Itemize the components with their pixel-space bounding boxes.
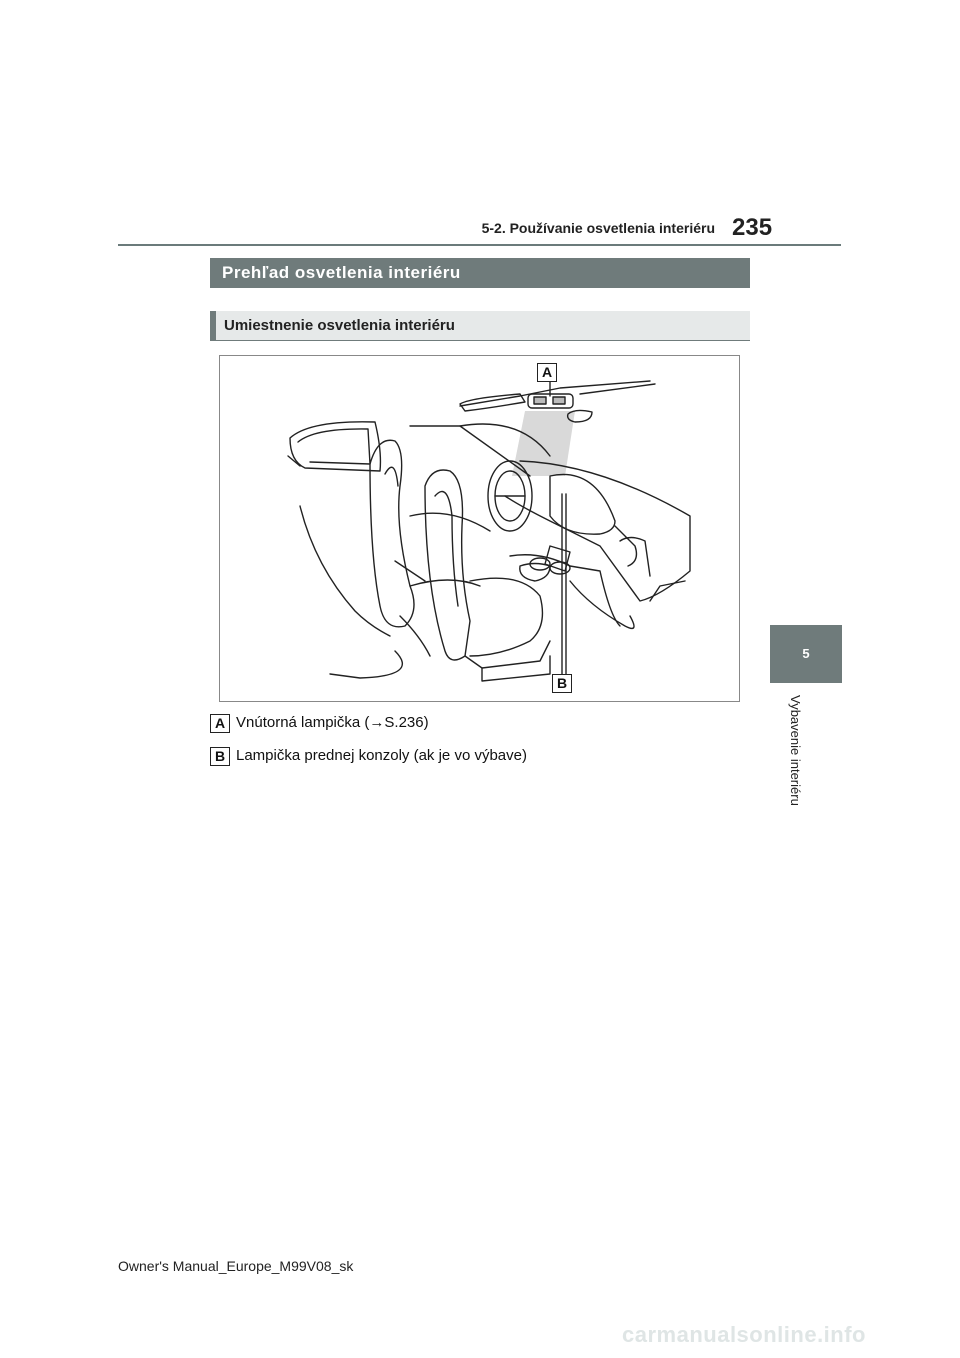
callout-b-label: B — [552, 674, 572, 693]
legend-item-a — [210, 713, 429, 735]
interior-lights-illustration — [219, 355, 740, 702]
chapter-label: Vybavenie interiéru — [788, 695, 803, 806]
legend-a-text: Vnútorná lampička (→S.236) — [236, 714, 429, 732]
footer-manual-id: Owner's Manual_Europe_M99V08_sk — [118, 1258, 354, 1274]
main-title: Prehľad osvetlenia interiéru — [210, 258, 750, 288]
chapter-label-container — [770, 695, 818, 835]
header-divider — [118, 244, 841, 246]
legend-b-box: B — [210, 747, 230, 766]
section-heading: 5-2. Používanie osvetlenia interiéru — [481, 220, 715, 236]
sub-title: Umiestnenie osvetlenia interiéru — [210, 311, 750, 341]
legend-a-box: A — [210, 714, 230, 733]
watermark: carmanualsonline.info — [622, 1322, 866, 1347]
car-interior-drawing — [220, 356, 741, 703]
legend-b-text: Lampička prednej konzoly (ak je vo výbave) — [236, 747, 527, 765]
callout-a-label: A — [537, 363, 557, 382]
legend-item-b — [210, 746, 527, 768]
chapter-tab[interactable]: 5 — [770, 625, 842, 683]
page-number: 235 — [732, 214, 773, 241]
